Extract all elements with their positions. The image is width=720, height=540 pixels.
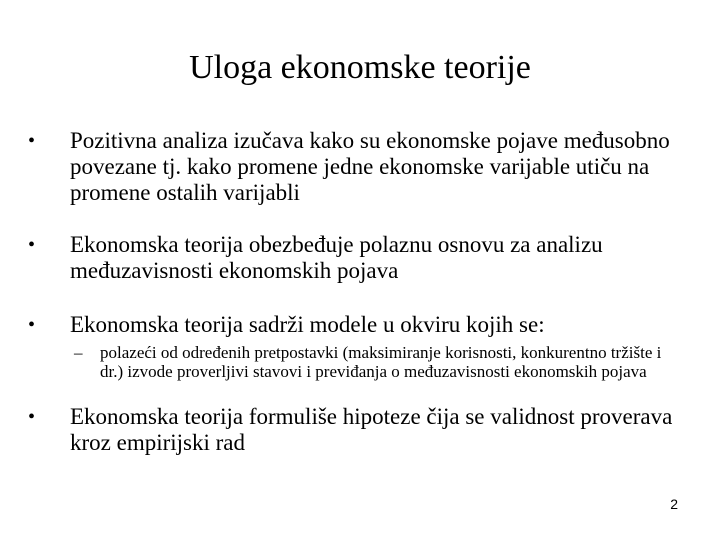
dash-icon: – <box>74 343 83 362</box>
bullet-item <box>28 404 678 456</box>
bullet-icon: • <box>28 234 36 256</box>
sub-bullet-item <box>74 343 674 381</box>
bullet-text: Ekonomska teorija obezbeđuje polaznu osnovu za analizu međuzavisnosti ekonomskih pojava <box>70 232 603 283</box>
bullet-text: Pozitivna analiza izučava kako su ekonomske pojave međusobno povezane tj. kako promene jedne ekonomske varijable utiču na promene ostalih varijabli <box>70 128 670 205</box>
page-number: 2 <box>670 496 678 512</box>
bullet-text: Ekonomska teorija sadrži modele u okviru kojih se: <box>70 312 545 337</box>
bullet-item <box>28 232 678 284</box>
sub-bullet-text: polazeći od određenih pretpostavki (maksimiranje korisnosti, konkurentno tržište i dr.) izvode proverljivi stavovi i previđanja o međuzavisnosti ekonomskih pojava <box>100 343 662 381</box>
bullet-item <box>28 312 678 338</box>
slide-title: Uloga ekonomske teorije <box>189 49 531 86</box>
bullet-text: Ekonomska teorija formuliše hipoteze čija se validnost proverava kroz empirijski rad <box>70 404 673 455</box>
bullet-icon: • <box>28 130 36 152</box>
bullet-icon: • <box>28 406 36 428</box>
bullet-icon: • <box>28 314 36 336</box>
bullet-item <box>28 128 678 206</box>
